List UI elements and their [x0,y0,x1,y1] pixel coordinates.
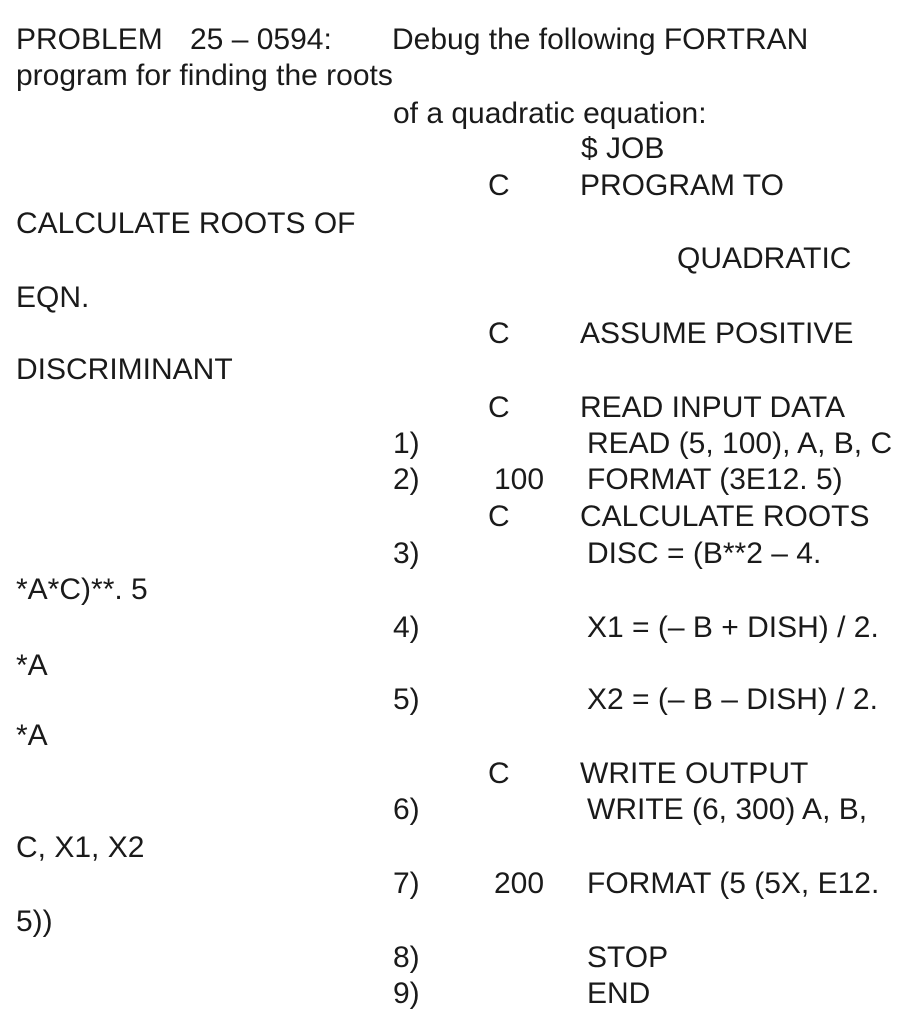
code-wrap: *A [16,649,48,682]
statement-label: 100 [494,463,545,496]
code-statement: FORMAT (5 (5X, E12. [587,867,880,900]
problem-number: 25 – 0594: [190,23,332,56]
job-card: $ JOB [581,132,665,165]
line-number: 6) [393,793,420,826]
comment-text: READ INPUT DATA [580,391,846,424]
code-statement: END [587,977,651,1010]
comment-text: PROGRAM TO [580,169,784,202]
line-number: 7) [393,867,420,900]
line-number: 3) [393,537,420,570]
comment-text: ASSUME POSITIVE [580,317,854,350]
code-statement: X2 = (– B – DISH) / 2. [587,683,878,716]
comment-marker: C [488,391,510,424]
statement-label: 200 [494,867,545,900]
comment-marker: C [488,317,510,350]
comment-text-wrap: QUADRATIC [677,242,852,275]
comment-text-wrap: DISCRIMINANT [16,353,233,386]
comment-text-wrap: CALCULATE ROOTS OF [16,207,356,240]
line-number: 8) [393,941,420,974]
line-number: 5) [393,683,420,716]
code-statement: FORMAT (3E12. 5) [587,463,843,496]
code-statement: WRITE (6, 300) A, B, [587,793,868,826]
line-number: 2) [393,463,420,496]
code-wrap: 5)) [16,905,53,938]
problem-title-part2: program for finding the roots [16,59,393,92]
comment-marker: C [488,757,510,790]
comment-text: WRITE OUTPUT [580,757,809,790]
line-number: 1) [393,427,420,460]
code-wrap: C, X1, X2 [16,831,145,864]
comment-marker: C [488,169,510,202]
comment-marker: C [488,500,510,533]
code-statement: X1 = (– B + DISH) / 2. [587,611,879,644]
code-wrap: *A [16,719,48,752]
code-statement: STOP [587,941,669,974]
code-statement: DISC = (B**2 – 4. [587,537,822,570]
comment-text-wrap: EQN. [16,281,90,314]
line-number: 9) [393,977,420,1010]
problem-label: PROBLEM [16,23,163,56]
code-wrap: *A*C)**. 5 [16,573,148,606]
code-statement: READ (5, 100), A, B, C [587,427,893,460]
line-number: 4) [393,611,420,644]
comment-text: CALCULATE ROOTS [580,500,870,533]
problem-title-part1: Debug the following FORTRAN [392,23,809,56]
problem-title-part3: of a quadratic equation: [393,97,707,130]
